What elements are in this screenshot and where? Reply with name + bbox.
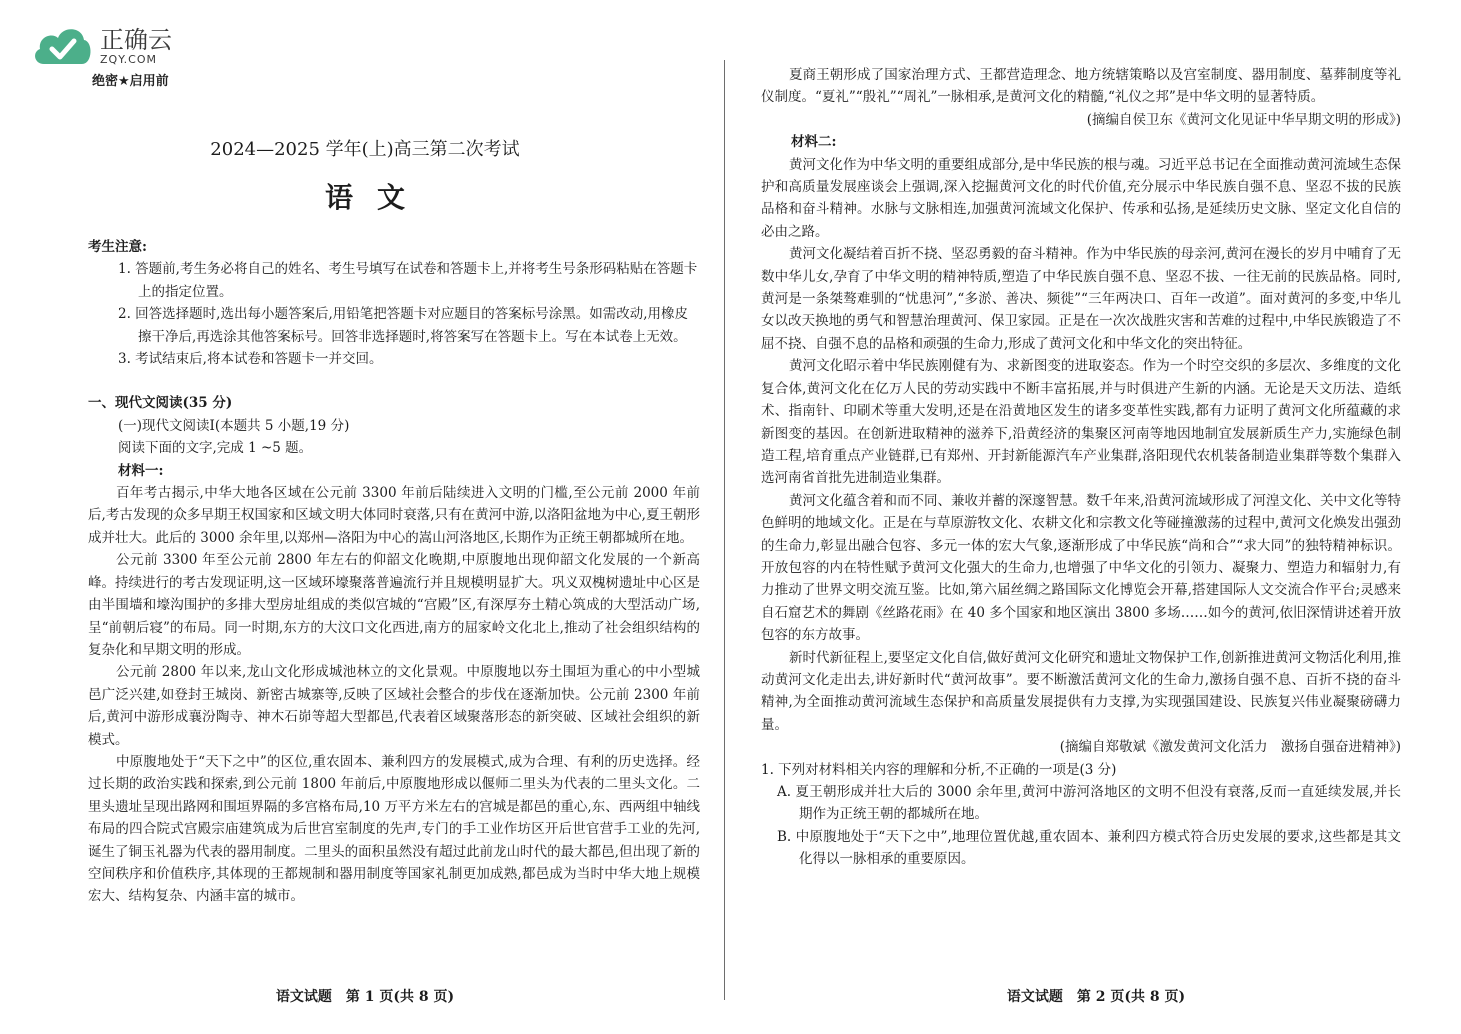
left-column-text (88, 236, 700, 908)
material-2-source: (摘编自郑敬斌《激发黄河文化活力 激扬自强奋进精神》) (1059, 739, 1401, 756)
material-2-para-4: 黄河文化蕴含着和而不同、兼收并蓄的深邃智慧。数千年来,沿黄河流域形成了河湟文化、关中文化等特色鲜明的地域文化。正是在与草原游牧文化、农耕文化和宗教文化等碰撞激荡的过程中,黄河文化焕发出强劲的生命力,彰显出融合包容、多元一体的宏大气象,逐渐形成了中华民族“尚和合”“求大同”的独特精神标识。开放包容的内在特性赋予黄河文化强大的生命力,也增强了中华文化的引领力、凝聚力、塑造力和辐射力,有力推动了世界文明交流互鉴。比如,第六届丝绸之路国际文化博览会开幕,搭建国际人文交流合作平台;灵感来自石窟艺术的舞剧《丝路花雨》在 40 多个国家和地区演出 3800 多场……如今的黄河,依旧深情讲述着开放包容的东方故事。 (761, 492, 1401, 644)
page-divider (724, 60, 725, 1000)
material-1-label: 材料一: (118, 462, 164, 479)
material-2-para-2: 黄河文化凝结着百折不挠、坚忍勇毅的奋斗精神。作为中华民族的母亲河,黄河在漫长的岁月中哺育了无数中华儿女,孕育了中华文明的精神特质,塑造了中华民族自强不息、坚忍不拔、一往无前的民族品格。同时,黄河是一条桀骜难驯的“忧患河”,“多淤、善决、频徙”“三年两决口、百年一改道”。面对黄河的多变,中华儿女以改天换地的勇气和智慧治理黄河、保卫家园。正是在一次次战胜灾害和苦难的过程中,中华民族锻造了不屈不挠、自强不息的品格和顽强的生命力,形成了黄河文化和中华文化的突出特征。 (761, 246, 1401, 352)
logo-text-cn: 正确云 (100, 25, 172, 54)
material-2-label: 材料二: (791, 134, 837, 151)
material-2-para-5: 新时代新征程上,要坚定文化自信,做好黄河文化研究和遗址文物保护工作,创新推进黄河文物活化利用,推动黄河文化走出去,讲好新时代“黄河故事”。要不断激活黄河文化的生命力,激扬自强不息、百折不挠的奋斗精神,为全面推动黄河流域生态保护和高质量发展提供有力支撑,为实现强国建设、民族复兴伟业凝聚磅礴力量。 (761, 649, 1401, 733)
material-1-para-3: 公元前 2800 年以来,龙山文化形成城池林立的文化景观。中原腹地以夯土围垣为重心的中小型城邑广泛兴建,如登封王城岗、新密古城寨等,反映了区域社会整合的步伐在逐渐加快。公元前 2300 年前后,黄河中游形成襄汾陶寺、神木石峁等超大型都邑,代表着区域聚落形态的新突破、区域社会组织的新模式。 (88, 664, 700, 748)
exam-title: 2024—2025 学年(上)高三第二次考试 (210, 139, 520, 160)
subject-title: 语文 (324, 181, 429, 214)
material-1-para-1: 百年考古揭示,中华大地各区域在公元前 3300 年前后陆续进入文明的门槛,至公元前 2000 年前后,考古发现的众多早期王权国家和区域文明大体同时衰落,只有在黄河中游,以洛阳盆地为中心,夏王朝形成并壮大。此后的 3000 余年里,以郑州—洛阳为中心的嵩山河洛地区,长期作为正统王朝都城所在地。 (88, 485, 700, 546)
notice-item-2: 2. 回答选择题时,选出每小题答案后,用铅笔把答题卡对应题目的答案标号涂黑。如需改动,用橡皮擦干净后,再选涂其他答案标号。回答非选择题时,将答案写在答题卡上。写在本试卷上无效。 (118, 306, 689, 345)
secret-label: 绝密★启用前 (92, 74, 169, 89)
notice-item-3: 3. 考试结束后,将本试卷和答题卡一并交回。 (118, 351, 383, 368)
material-1-para-4: 中原腹地处于“天下之中”的区位,重农固本、兼利四方的发展模式,成为合理、有利的历史选择。经过长期的政治实践和探索,到公元前 1800 年前后,中原腹地形成以偃师二里头为代表的二里头文化。二里头遗址呈现出路网和围垣界隔的多宫格布局,10 万平方米左右的宫城是都邑的重心,东、西两组中轴线布局的四合院式宫殿宗庙建筑成为后世宫室制度的先声,专门的手工业作坊区开后世官营手工业的先河,诞生了铜玉礼器为代表的器用制度。二里头的面积虽然没有超过此前龙山时代的最大都邑,但出现了新的空间秩序和价值秩序,其体现的王都规制和器用制度等国家礼制更加成熟,都邑成为当时中华大地上规模宏大、结构复杂、内涵丰富的城市。 (88, 753, 700, 905)
zqy-logo (30, 22, 172, 70)
material-1-source: (摘编自侯卫东《黄河文化见证中华早期文明的形成》) (1086, 111, 1401, 128)
page-1 (0, 0, 730, 1034)
material-2-para-3: 黄河文化昭示着中华民族刚健有为、求新图变的进取姿态。作为一个时空交织的多层次、多维度的文化复合体,黄河文化在亿万人民的劳动实践中不断丰富拓展,并与时俱进产生新的内涵。无论是天文历法、造纸术、指南针、印刷术等重大发明,还是在沿黄地区发生的诸多变革性实践,都有力证明了黄河文化所蕴藏的求新图变的基因。在创新进取精神的滋养下,沿黄经济的集聚区河南等地因地制宜发展新质生产力,实施绿色制造工程,培育重点产业链群,已有郑州、开封新能源汽车产业集群,洛阳现代农机装备制造业集群等数个集群入选河南省首批先进制造业集群。 (761, 358, 1401, 487)
page-footer-1: 语文试题 第 1 页(共 8 页) (275, 989, 455, 1005)
question-1-option-b: B. 中原腹地处于“天下之中”,地理位置优越,重农固本、兼利四方模式符合历史发展的要求,这些都是其文化得以一脉相承的重要原因。 (777, 828, 1401, 868)
notice-item-1: 1. 答题前,考生务必将自己的姓名、考生号填写在试卷和答题卡上,并将考生号条形码粘贴在答题卡上的指定位置。 (118, 261, 698, 300)
logo-text-en: ZQY.COM (100, 52, 158, 66)
material-1-para-5: 夏商王朝形成了国家治理方式、王都营造理念、地方统辖策略以及宫室制度、器用制度、墓葬制度等礼仪制度。“夏礼”“殷礼”“周礼”一脉相承,是黄河文化的精髓,“礼仪之邦”是中华文明的显著特质。 (761, 67, 1401, 106)
question-1-stem: 1. 下列对材料相关内容的理解和分析,不正确的一项是(3 分) (761, 761, 1117, 778)
right-column-text (761, 64, 1401, 871)
page-footer-2: 语文试题 第 2 页(共 8 页) (1006, 989, 1186, 1005)
material-1-para-2: 公元前 3300 年至公元前 2800 年左右的仰韶文化晚期,中原腹地出现仰韶文化发展的一个新高峰。持续进行的考古发现证明,这一区域环壕聚落普遍流行并且规模明显扩大。巩义双槐树遗址中心区是由半围墙和壕沟围护的多排大型房址组成的类似宫城的“宫殿”区,有深厚夯土精心筑成的大型活动广场,呈“前朝后寝”的布局。同一时期,东方的大汶口文化西进,南方的屈家岭文化北上,推动了社会组织结构的复杂化和早期文明的形成。 (88, 552, 700, 658)
material-2-para-1: 黄河文化作为中华文明的重要组成部分,是中华民族的根与魂。习近平总书记在全面推动黄河流域生态保护和高质量发展座谈会上强调,深入挖掘黄河文化的时代价值,充分展示中华民族自强不息、坚忍不拔的民族品格和奋斗精神。水脉与文脉相连,加强黄河流域文化保护、传承和弘扬,是延续历史文脉、坚定文化自信的必由之路。 (761, 156, 1401, 240)
cloud-check-icon (30, 22, 94, 70)
notice-title: 考生注意: (88, 239, 147, 255)
reading-instruction: 阅读下面的文字,完成 1 ~5 题。 (118, 440, 313, 457)
question-1-option-a: A. 夏王朝形成并壮大后的 3000 余年里,黄河中游河洛地区的文明不但没有衰落,反而一直延续发展,并长期作为正统王朝的都城所在地。 (777, 784, 1401, 823)
subsection-title: (一)现代文阅读Ⅰ(本题共 5 小题,19 分) (118, 417, 350, 434)
section-title: 一、现代文阅读(35 分) (88, 395, 233, 412)
page-2 (731, 0, 1461, 1034)
